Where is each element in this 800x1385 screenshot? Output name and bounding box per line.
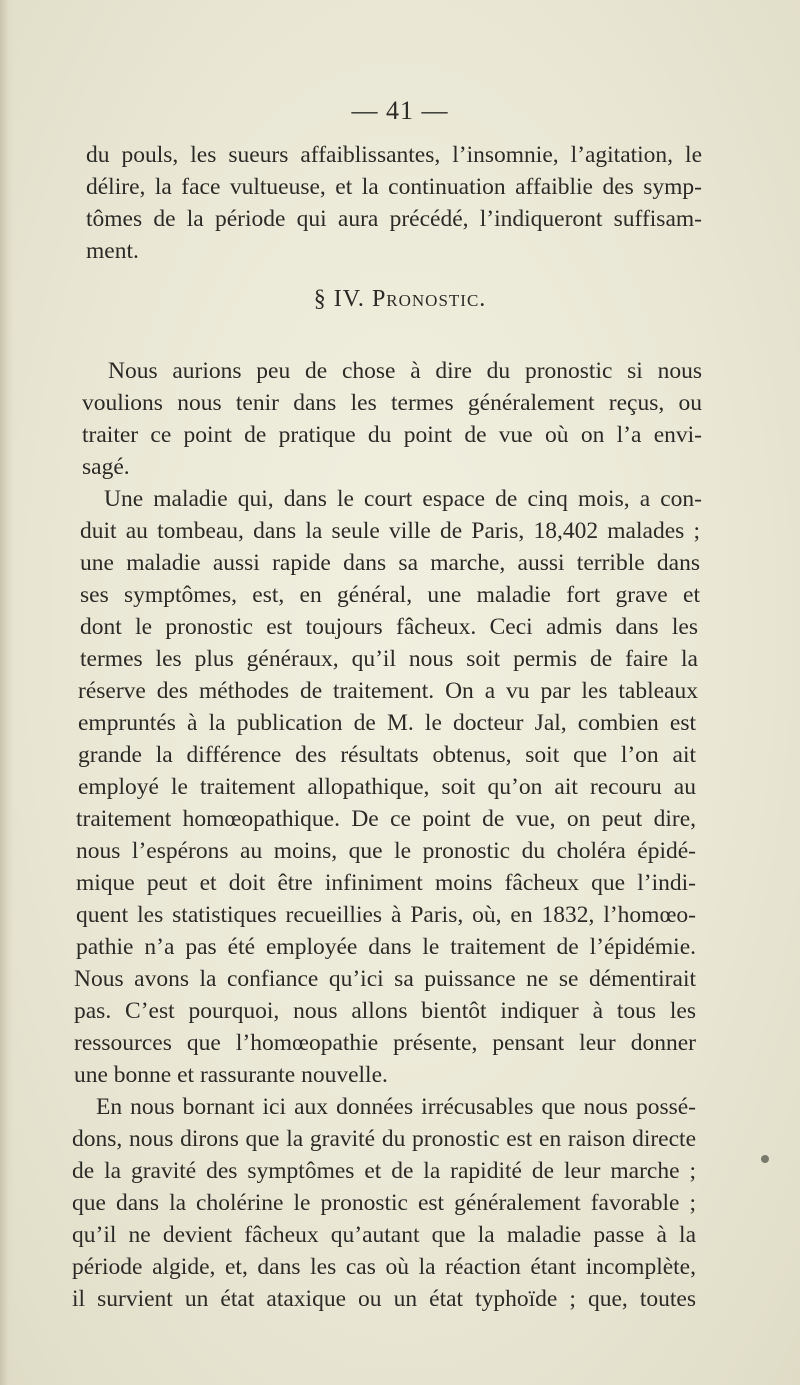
text-line: traiter ce point de pratique du point de vue où on l’a envi- — [82, 422, 702, 448]
section-heading — [0, 286, 800, 313]
text-line: ressources que l’homœopathie présente, pensant leur donner — [74, 1030, 696, 1056]
text-line: ses symptômes, est, en général, une maladie fort grave et — [80, 582, 700, 608]
text-line: qu’il ne devient fâcheux qu’autant que la maladie passe à la — [72, 1222, 696, 1248]
ink-speck — [761, 1155, 769, 1163]
binding-edge — [0, 0, 14, 1385]
text-line: voulions nous tenir dans les termes généralement reçus, ou — [82, 390, 702, 416]
text-line: période algide, et, dans les cas où la réaction étant incomplète, — [72, 1254, 696, 1280]
text-line: mique peut et doit être infiniment moins fâcheux que l’indi- — [76, 870, 696, 896]
text-line: En nous bornant ici aux données irrécusables que nous possé- — [96, 1094, 696, 1120]
text-line: dont le pronostic est toujours fâcheux. Ceci admis dans les — [80, 614, 698, 640]
section-title: Pronostic. — [371, 286, 487, 312]
text-line: réserve des méthodes de traitement. On a vu par les tableaux — [78, 678, 698, 704]
text-line: de la gravité des symptômes et de la rapidité de leur marche ; — [72, 1158, 696, 1184]
text-line: Nous aurions peu de chose à dire du pronostic si nous — [108, 358, 702, 384]
text-line: une bonne et rassurante nouvelle. — [74, 1062, 388, 1088]
text-line: une maladie aussi rapide dans sa marche, aussi terrible dans — [80, 550, 700, 576]
page-number: — 41 — — [351, 96, 449, 125]
text-line: empruntés à la publication de M. le docteur Jal, combien est — [78, 710, 696, 736]
text-line: nous l’espérons au moins, que le pronostic du choléra épidé- — [76, 838, 696, 864]
text-line: il survient un état ataxique ou un état typhoïde ; que, toutes — [72, 1286, 696, 1312]
text-line: traitement homœopathique. De ce point de vue, on peut dire, — [76, 806, 696, 832]
text-line: ment. — [86, 238, 139, 264]
text-line: duit au tombeau, dans la seule ville de Paris, 18,402 malades ; — [80, 518, 700, 544]
text-line: pathie n’a pas été employée dans le traitement de l’épidémie. — [76, 934, 696, 960]
text-line: Une maladie qui, dans le court espace de cinq mois, a con- — [104, 486, 702, 512]
text-line: grande la différence des résultats obtenus, soit que l’on ait — [78, 742, 696, 768]
text-line: que dans la cholérine le pronostic est généralement favorable ; — [72, 1190, 696, 1216]
text-line: sagé. — [82, 454, 130, 480]
text-line: pas. C’est pourquoi, nous allons bientôt indiquer à tous les — [74, 998, 696, 1024]
text-line: délire, la face vultueuse, et la continuation affaiblie des symp- — [86, 174, 702, 200]
section-number: § IV. — [313, 286, 365, 312]
text-line: employé le traitement allopathique, soit qu’on ait recouru au — [78, 774, 696, 800]
text-line: du pouls, les sueurs affaiblissantes, l’insomnie, l’agitation, le — [86, 142, 702, 168]
text-line: dons, nous dirons que la gravité du pronostic est en raison directe — [72, 1126, 696, 1152]
text-line: termes les plus généraux, qu’il nous soit permis de faire la — [80, 646, 698, 672]
text-line: Nous avons la confiance qu’ici sa puissance ne se démentirait — [74, 966, 696, 992]
text-line: quent les statistiques recueillies à Paris, où, en 1832, l’homœo- — [76, 902, 696, 928]
text-line: tômes de la période qui aura précédé, l’indiqueront suffisam- — [86, 206, 702, 232]
